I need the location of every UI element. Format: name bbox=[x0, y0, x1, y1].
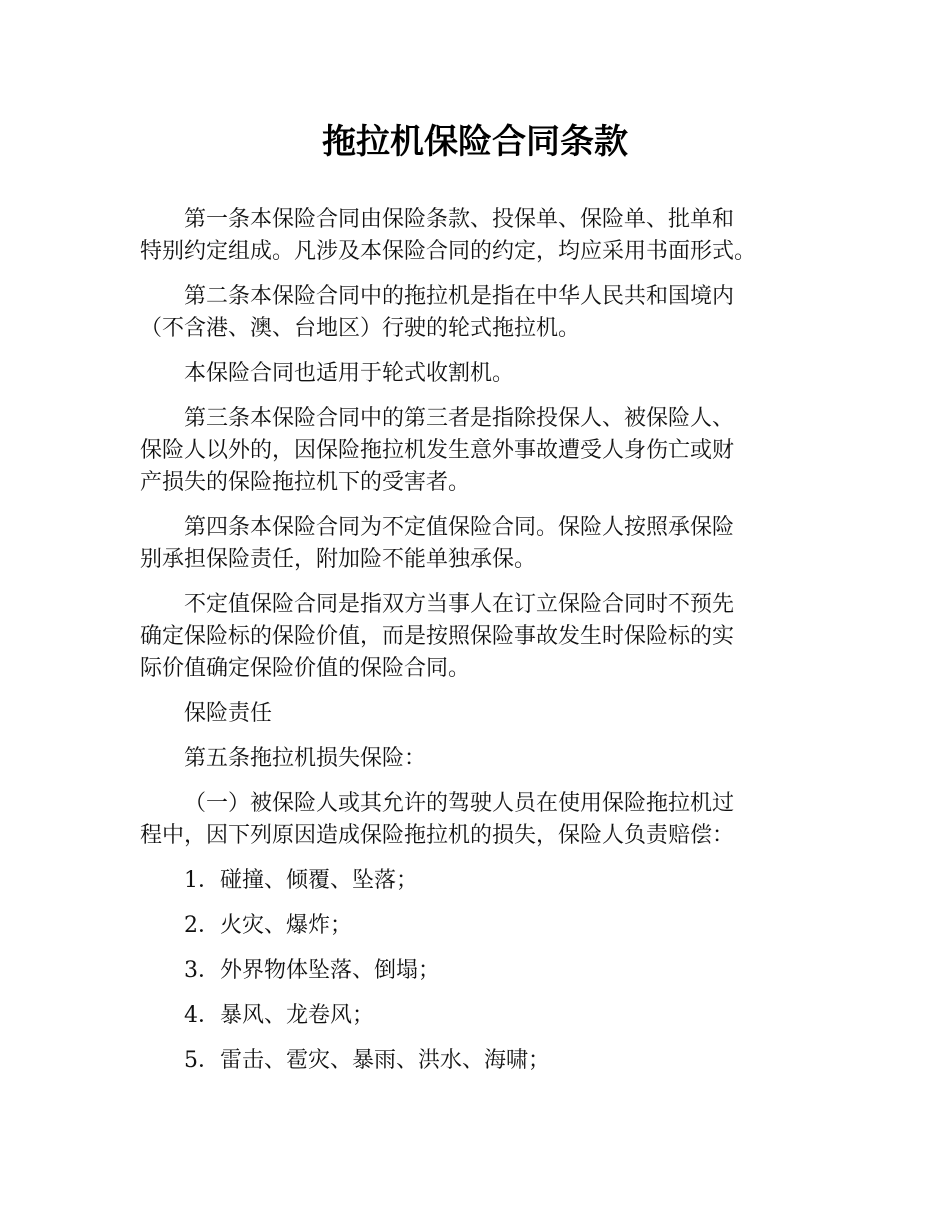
paragraph-line: （不含港、澳、台地区）行驶的轮式拖拉机。 bbox=[140, 316, 581, 341]
paragraph-line: 第五条拖拉机损失保险： bbox=[184, 746, 427, 771]
paragraph-article-4 bbox=[140, 512, 820, 576]
paragraph-line: 第一条本保险合同由保险条款、投保单、保险单、批单和 bbox=[184, 207, 735, 232]
paragraph-article-2 bbox=[140, 281, 820, 345]
paragraph-harvester-note bbox=[140, 358, 820, 390]
paragraph-line: （一）被保险人或其允许的驾驶人员在使用保险拖拉机过 bbox=[184, 791, 735, 816]
paragraph-line: 3．外界物体坠落、倒塌； bbox=[184, 958, 440, 983]
paragraph-line: 4．暴风、龙卷风； bbox=[184, 1003, 374, 1028]
paragraph-line: 确定保险标的保险价值，而是按照保险事故发生时保险标的实 bbox=[140, 624, 735, 649]
paragraph-article-5 bbox=[140, 743, 820, 775]
paragraph-line: 别承担保险责任，附加险不能单独承保。 bbox=[140, 547, 537, 572]
list-item bbox=[140, 955, 820, 987]
paragraph-clause-1 bbox=[140, 788, 820, 852]
paragraph-line: 1．碰撞、倾覆、坠落； bbox=[184, 868, 418, 893]
paragraph-line: 际价值确定保险价值的保险合同。 bbox=[140, 656, 471, 681]
list-item bbox=[140, 1045, 820, 1077]
paragraph-article-1 bbox=[140, 204, 820, 268]
paragraph-line: 保险责任 bbox=[184, 701, 273, 726]
paragraph-line: 不定值保险合同是指双方当事人在订立保险合同时不预先 bbox=[184, 592, 735, 617]
paragraph-line: 第三条本保险合同中的第三者是指除投保人、被保险人、 bbox=[184, 406, 735, 431]
list-item bbox=[140, 865, 820, 897]
document-title: 拖拉机保险合同条款 bbox=[322, 122, 628, 162]
paragraph-line: 第四条本保险合同为不定值保险合同。保险人按照承保险 bbox=[184, 515, 735, 540]
paragraph-line: 本保险合同也适用于轮式收割机。 bbox=[184, 361, 515, 386]
paragraph-line: 程中，因下列原因造成保险拖拉机的损失，保险人负责赔偿： bbox=[140, 823, 735, 848]
paragraph-line: 产损失的保险拖拉机下的受害者。 bbox=[140, 470, 471, 495]
paragraph-article-3 bbox=[140, 403, 820, 499]
paragraph-line: 5．雷击、雹灾、暴雨、洪水、海啸； bbox=[184, 1048, 550, 1073]
list-item bbox=[140, 910, 820, 942]
document-body bbox=[140, 204, 820, 1090]
list-item bbox=[140, 1000, 820, 1032]
paragraph-line: 特别约定组成。凡涉及本保险合同的约定，均应采用书面形式。 bbox=[140, 239, 757, 264]
section-heading-liability bbox=[140, 698, 820, 730]
paragraph-line: 保险人以外的，因保险拖拉机发生意外事故遭受人身伤亡或财 bbox=[140, 438, 735, 463]
paragraph-line: 2．火灾、爆炸； bbox=[184, 913, 352, 938]
paragraph-line: 第二条本保险合同中的拖拉机是指在中华人民共和国境内 bbox=[184, 284, 735, 309]
paragraph-unvalued-definition bbox=[140, 589, 820, 685]
